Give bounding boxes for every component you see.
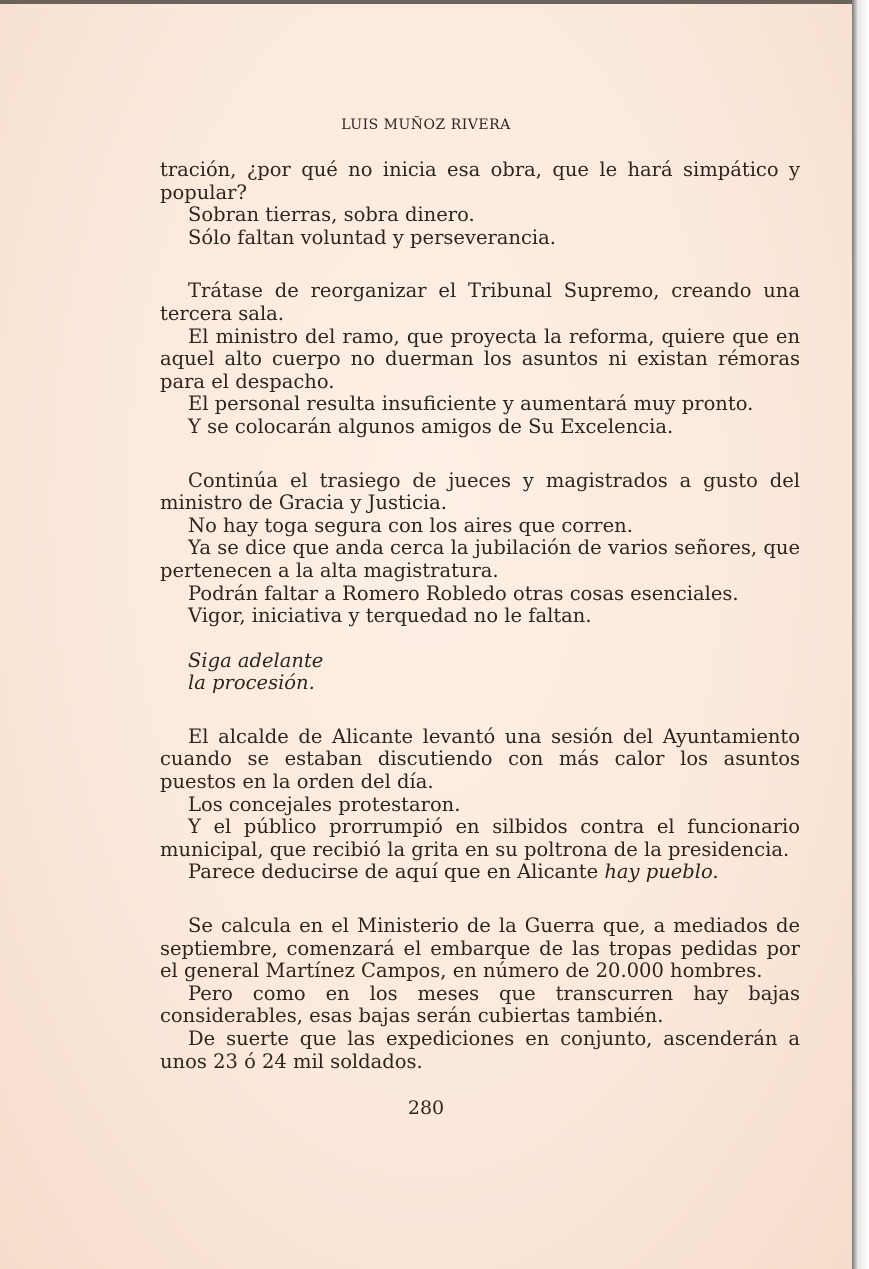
paragraph: Los concejales protestaron. (188, 792, 461, 816)
paragraph: No hay toga segura con los aires que corren. (188, 513, 633, 537)
verse-line: Siga adelante (188, 648, 324, 672)
section-gap (160, 695, 800, 726)
page-number: 280 (407, 1097, 445, 1119)
paragraph: Vigor, iniciativa y terquedad no le faltan. (188, 604, 592, 628)
section-gap (160, 249, 800, 280)
paragraph: Continúa el trasiego de jueces y magistrados a gusto del ministro de Gracia y Justicia. (160, 468, 800, 515)
paragraph: De suerte que las expediciones en conjunto, ascenderán a unos 23 ó 24 mil soldados. (160, 1027, 800, 1073)
paragraph: Pero como en los meses que transcurren hay bajas considerables, esas bajas serán cubiertas también. (160, 981, 800, 1028)
paragraph: Y se colocarán algunos amigos de Su Excelencia. (188, 414, 674, 438)
paragraph: Trátase de reorganizar el Tribunal Supremo, creando una tercera sala. (160, 279, 800, 325)
page-edge-shadow (852, 0, 869, 1269)
verse-line: la procesión. (188, 671, 315, 695)
paragraph: tración, ¿por qué no inicia esa obra, que le hará simpático y popular? (160, 158, 800, 204)
section-gap (160, 439, 800, 470)
top-edge-shadow (0, 0, 852, 4)
paragraph: Se calcula en el Ministerio de la Guerra que, a mediados de septiembre, comenzará el embarque de las tropas pedidas por el general Martínez Campos, en número de 20.000 hombres. (160, 914, 800, 983)
paragraph: Ya se dice que anda cerca la jubilación de varios señores, que pertenecen a la alta magistratura. (160, 536, 800, 582)
section-gap (160, 628, 800, 650)
paragraph: Y el público prorrumpió en silbidos contra el funcionario municipal, que recibió la grita en su poltrona de la presidencia. (160, 815, 800, 861)
body-text (160, 159, 800, 1073)
paragraph: El ministro del ramo, que proyecta la reforma, quiere que en aquel alto cuerpo no duerman los asuntos ni existan rémoras para el despacho. (160, 324, 800, 393)
running-header: LUIS MUÑOZ RIVERA (341, 117, 511, 133)
paragraph (160, 861, 800, 884)
emphasis-text: hay pueblo. (604, 860, 719, 884)
paragraph-text: Parece deducirse de aquí que en Alicante (188, 860, 605, 884)
paragraph: Podrán faltar a Romero Robledo otras cosas esenciales. (188, 581, 739, 605)
paragraph: Sólo faltan voluntad y perseverancia. (188, 225, 556, 249)
section-gap (160, 884, 800, 915)
paragraph: El personal resulta insuficiente y aumentará muy pronto. (188, 392, 754, 416)
paragraph: El alcalde de Alicante levantó una sesión del Ayuntamiento cuando se estaban discutiendo con más calor los asuntos puestos en la orden del día. (160, 724, 800, 794)
paragraph: Sobran tierras, sobra dinero. (188, 203, 475, 227)
